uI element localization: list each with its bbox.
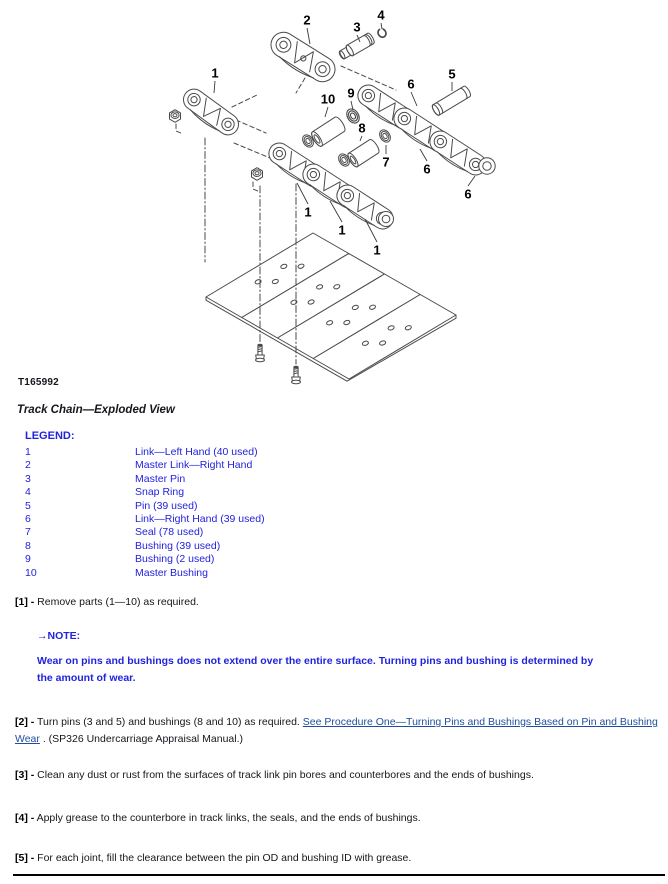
hex-nut (170, 110, 181, 123)
step-number: [2] - (15, 716, 35, 728)
legend-desc: Master Link—Right Hand (135, 459, 253, 472)
legend-num: 4 (25, 486, 31, 499)
step-text: Turn pins (3 and 5) and bushings (8 and 10) as required. (34, 716, 303, 728)
callout-6: 6 (423, 161, 431, 177)
step-number: [3] - (15, 769, 35, 781)
seal (377, 128, 392, 144)
callout-2: 2 (303, 12, 311, 28)
step-text: . (SP326 Undercarriage Appraisal Manual.) (39, 733, 244, 745)
legend-desc: Seal (78 used) (135, 526, 204, 539)
callout-leader (381, 23, 382, 29)
legend-num: 5 (25, 499, 31, 512)
page-rule (13, 874, 665, 876)
legend-desc: Bushing (39 used) (135, 539, 221, 552)
track-shoe-plates (206, 233, 456, 381)
legend-row (25, 459, 265, 472)
step-2 (15, 714, 660, 748)
callout-7: 7 (382, 154, 390, 170)
callout-1: 1 (338, 222, 346, 238)
legend-num: 7 (25, 526, 31, 539)
legend-num: 3 (25, 472, 31, 485)
callout-9: 9 (347, 85, 355, 101)
callout-leader (325, 107, 328, 117)
legend-num: 10 (25, 566, 37, 579)
callout-5: 5 (448, 66, 456, 82)
hex-nut (252, 168, 263, 181)
master-pin (337, 32, 375, 61)
legend-desc: Pin (39 used) (135, 499, 198, 512)
legend-desc: Link—Left Hand (40 used) (135, 446, 258, 458)
legend-row (25, 567, 265, 580)
legend-desc: Bushing (2 used) (135, 553, 215, 566)
callout-6: 6 (464, 186, 472, 202)
procedure-link[interactable]: See Procedure One—Turning Pins and Bushings Based on Pin and Bushing Wear (15, 716, 658, 745)
exploded-view-diagram (0, 0, 668, 400)
master-bushing (310, 115, 347, 147)
callout-leader (297, 183, 308, 204)
note-text: Wear on pins and bushings does not extend over the entire surface. Turning pins and bushing is determined by the amount of wear. (37, 655, 594, 684)
legend-num: 2 (25, 459, 31, 472)
figure-caption: Track Chain—Exploded View (17, 404, 175, 416)
step-text: Apply grease to the counterbore in track links, the seals, and the ends of bushings. (34, 812, 421, 824)
callout-leader (468, 176, 475, 186)
legend-row (25, 486, 265, 499)
link-left-hand (178, 85, 242, 141)
callout-8: 8 (358, 120, 366, 136)
callout-1: 1 (211, 65, 219, 81)
callout-leader (420, 149, 427, 161)
legend-desc: Master Pin (135, 472, 186, 485)
step-5 (15, 850, 660, 867)
step-3 (15, 767, 660, 784)
step-4 (15, 810, 660, 827)
legend-desc: Snap Ring (135, 486, 185, 499)
legend-num: 8 (25, 539, 31, 552)
legend-row (25, 526, 265, 539)
step-text: For each joint, fill the clearance between the pin OD and bushing ID with grease. (34, 852, 412, 864)
figure-id: T165992 (18, 377, 59, 388)
legend-row (25, 553, 265, 566)
callout-leader (214, 81, 215, 93)
callout-1: 1 (373, 242, 381, 258)
callout-6: 6 (407, 76, 415, 92)
callout-10: 10 (320, 91, 336, 107)
step-text: Remove parts (1—10) as required. (34, 596, 199, 608)
pin (431, 85, 472, 116)
legend (25, 430, 265, 580)
callout-3: 3 (353, 19, 361, 35)
callout-4: 4 (377, 7, 385, 23)
legend-desc: Link—Right Hand (39 used) (135, 513, 265, 526)
master-link (265, 28, 340, 89)
callout-leader (307, 28, 310, 44)
legend-row (25, 540, 265, 553)
step-number: [1] - (15, 596, 35, 608)
callout-leader (411, 92, 417, 106)
legend-num: 1 (25, 446, 31, 458)
legend-row (25, 446, 265, 459)
legend-title: LEGEND: (25, 430, 75, 442)
note-label: →NOTE: (37, 630, 81, 642)
callout-leader (360, 136, 362, 141)
step-number: [5] - (15, 852, 35, 864)
legend-num: 9 (25, 553, 31, 566)
legend-desc: Master Bushing (135, 566, 208, 579)
callout-1: 1 (304, 204, 312, 220)
legend-row (25, 513, 265, 526)
track-bolt (256, 344, 265, 362)
bushing (346, 138, 381, 168)
step-text: Clean any dust or rust from the surfaces of track link pin bores and counterbores and the ends of bushings. (34, 769, 534, 781)
step-1 (15, 594, 660, 611)
legend-num: 6 (25, 513, 31, 526)
step-number: [4] - (15, 812, 35, 824)
legend-row (25, 473, 265, 486)
track-bolt (292, 366, 301, 384)
legend-row (25, 500, 265, 513)
